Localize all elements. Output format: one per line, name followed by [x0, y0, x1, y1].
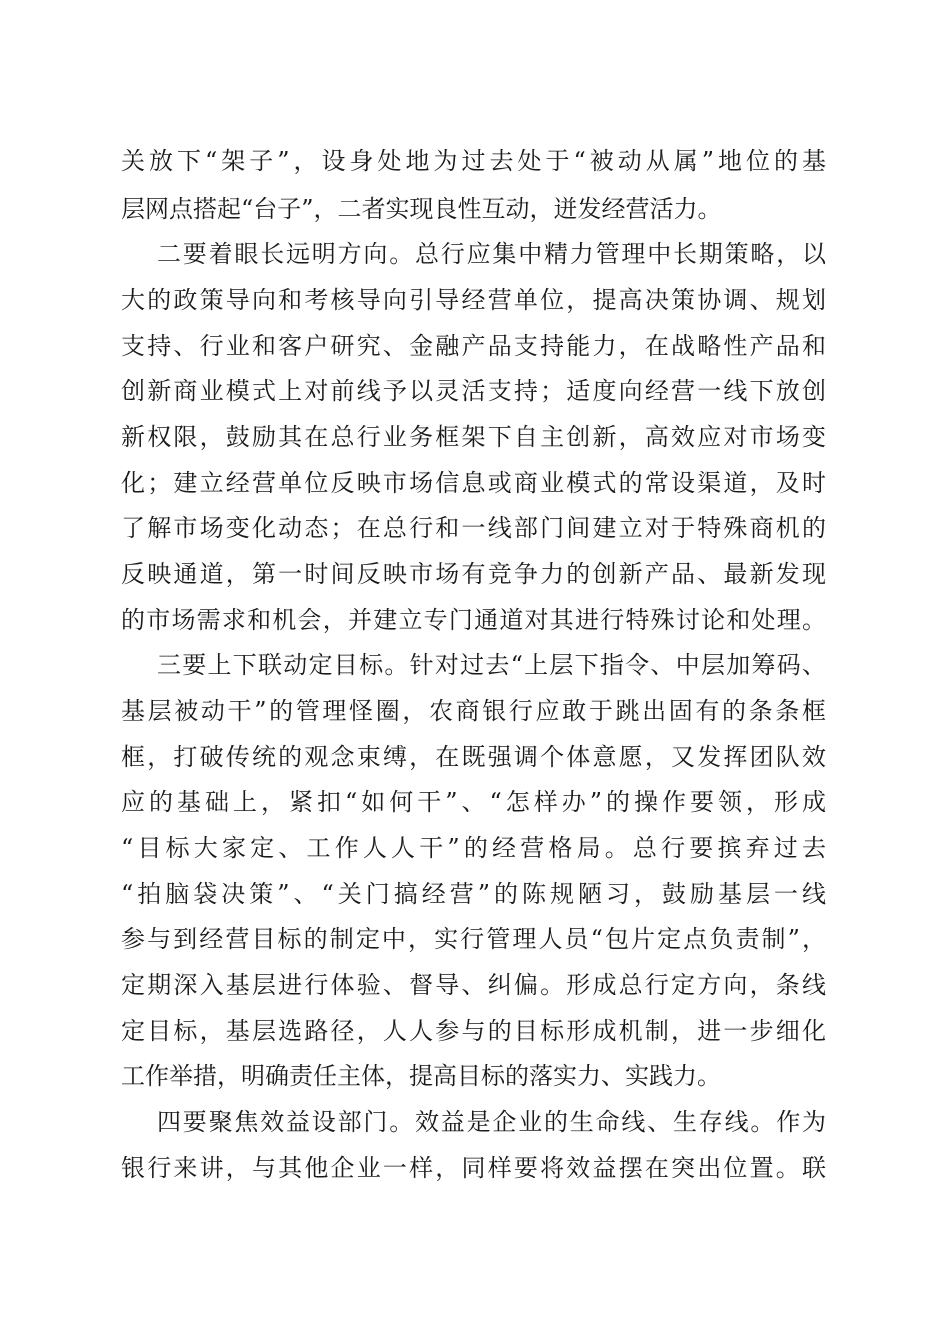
text-line: “拍脑袋决策”、“关门搞经营”的陈规陋习，鼓励基层一线 [121, 880, 826, 908]
text-line: 支持、行业和客户研究、金融产品支持能力，在战略性产品和 [121, 332, 826, 360]
text-line: 关放下“架子”，设身处地为过去处于“被动从属”地位的基 [121, 147, 826, 175]
text-line: 的市场需求和机会，并建立专门通道对其进行特殊讨论和处理。 [121, 606, 826, 634]
text-line: 创新商业模式上对前线予以灵活支持；适度向经营一线下放创 [121, 377, 826, 405]
text-line: “目标大家定、工作人人干”的经营格局。总行要摈弃过去 [121, 834, 826, 862]
text-line: 定目标，基层选路径，人人参与的目标形成机制，进一步细化 [121, 1017, 826, 1045]
text-line: 层网点搭起“台子”，二者实现良性互动，迸发经营活力。 [121, 195, 722, 223]
text-line: 框，打破传统的观念束缚，在既强调个体意愿，又发挥团队效 [121, 743, 826, 771]
text-line: 银行来讲，与其他企业一样，同样要将效益摆在突出位置。联 [121, 1154, 826, 1182]
text-line: 定期深入基层进行体验、督导、纠偏。形成总行定方向，条线 [121, 971, 826, 999]
paragraph-start-line: 三要上下联动定目标。针对过去“上层下指令、中层加筹码、 [157, 651, 826, 679]
text-line: 大的政策导向和考核导向引导经营单位，提高决策协调、规划 [121, 286, 826, 314]
paragraph-start-line: 二要着眼长远明方向。总行应集中精力管理中长期策略，以 [157, 240, 826, 268]
paragraph-start-line: 四要聚焦效益设部门。效益是企业的生命线、生存线。作为 [157, 1108, 826, 1136]
text-line: 基层被动干”的管理怪圈，农商银行应敢于跳出固有的条条框 [121, 697, 826, 725]
text-line: 新权限，鼓励其在总行业务框架下自主创新，高效应对市场变 [121, 423, 826, 451]
text-line: 工作举措，明确责任主体，提高目标的落实力、实践力。 [121, 1062, 721, 1090]
text-line: 化；建立经营单位反映市场信息或商业模式的常设渠道，及时 [121, 469, 826, 497]
text-line: 参与到经营目标的制定中，实行管理人员“包片定点负责制”， [121, 925, 826, 953]
text-line: 应的基础上，紧扣“如何干”、“怎样办”的操作要领，形成 [121, 788, 826, 816]
text-line: 反映通道，第一时间反映市场有竞争力的创新产品、最新发现 [121, 560, 826, 588]
text-line: 了解市场变化动态；在总行和一线部门间建立对于特殊商机的 [121, 514, 826, 542]
